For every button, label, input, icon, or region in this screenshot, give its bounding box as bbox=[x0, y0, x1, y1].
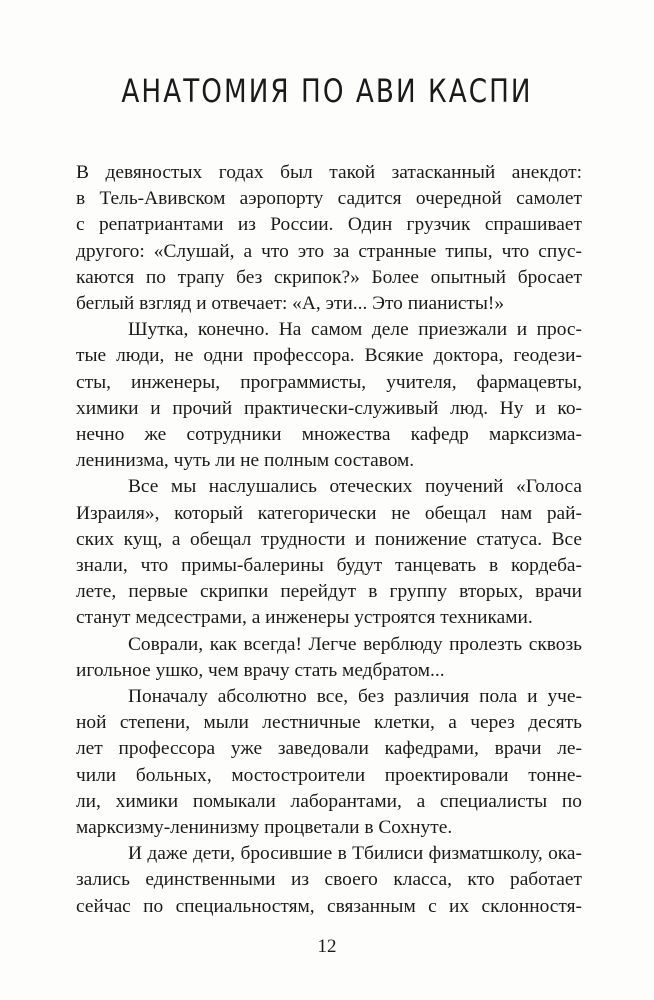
text-line: марксизму-ленинизму процветали в Сохнуте. bbox=[76, 817, 453, 839]
text-line: лете, первые скрипки перейдут в группу вторых, врачи bbox=[76, 581, 582, 603]
text-line: зались единственными из своего класса, кто работает bbox=[76, 869, 582, 891]
text-line: знали, что примы-балерины будут танцевать в кордеба- bbox=[76, 555, 582, 577]
paragraph bbox=[76, 474, 582, 631]
text-line: химики и прочий практически-служивый люд. Ну и ко- bbox=[76, 397, 582, 419]
text-line: станут медсестрами, а инженеры устроятся техниками. bbox=[76, 607, 533, 629]
text-line: ленинизма, чуть ли не полным составом. bbox=[76, 450, 415, 472]
chapter-title: АНАТОМИЯ ПО АВИ КАСПИ bbox=[121, 72, 533, 110]
text-line: в Тель-Авивском аэропорту садится очередной самолет bbox=[76, 188, 582, 210]
text-line: игольное ушко, чем врачу стать медбратом... bbox=[76, 659, 445, 681]
paragraph bbox=[76, 160, 582, 317]
text-line: другого: «Слушай, а что это за странные типы, что спус- bbox=[76, 240, 582, 262]
text-line: Шутка, конечно. На самом деле приезжали и прос- bbox=[128, 319, 582, 341]
text-line: лет профессора уже заведовали кафедрами, врачи ле- bbox=[76, 738, 582, 760]
text-line: сты, инженеры, программисты, учителя, фармацевты, bbox=[76, 371, 582, 393]
paragraph bbox=[76, 632, 582, 684]
text-line: сейчас по специальностям, связанным с их склонностя- bbox=[76, 895, 582, 917]
paragraph bbox=[76, 684, 582, 841]
text-line: Израиля», который категорически не обещал нам рай- bbox=[76, 502, 582, 524]
text-line: ной степени, мыли лестничные клетки, а через десять bbox=[76, 712, 582, 734]
text-line: ских кущ, а обещал трудности и понижение статуса. Все bbox=[76, 528, 582, 550]
text-line: Все мы наслушались отеческих поучений «Голоса bbox=[128, 476, 582, 498]
text-line: Соврали, как всегда! Легче верблюду пролезть сквозь bbox=[128, 633, 582, 655]
paragraph bbox=[76, 841, 582, 920]
text-line: тые люди, не одни профессора. Всякие доктора, геодези- bbox=[76, 345, 582, 367]
text-line: В девяностых годах был такой затасканный анекдот: bbox=[76, 162, 582, 183]
text-line: беглый взгляд и отвечает: «А, эти... Это пианисты!» bbox=[76, 293, 505, 315]
text-line: с репатриантами из России. Один грузчик спрашивает bbox=[76, 214, 582, 236]
text-line: И даже дети, бросившие в Тбилиси физматшколу, ока- bbox=[128, 843, 582, 865]
text-line: Поначалу абсолютно все, без различия пола и уче- bbox=[128, 686, 582, 708]
text-line: чили больных, мостостроители проектировали тонне- bbox=[76, 764, 582, 786]
text-line: нечно же сотрудники множества кафедр марксизма- bbox=[76, 424, 582, 446]
page-number: 12 bbox=[317, 936, 337, 957]
text-line: каются по трапу без скрипок?» Более опытный бросает bbox=[76, 266, 582, 288]
text-line: ли, химики помыкали лаборантами, а специалисты по bbox=[76, 790, 582, 812]
body-text bbox=[76, 160, 582, 920]
paragraph bbox=[76, 317, 582, 474]
